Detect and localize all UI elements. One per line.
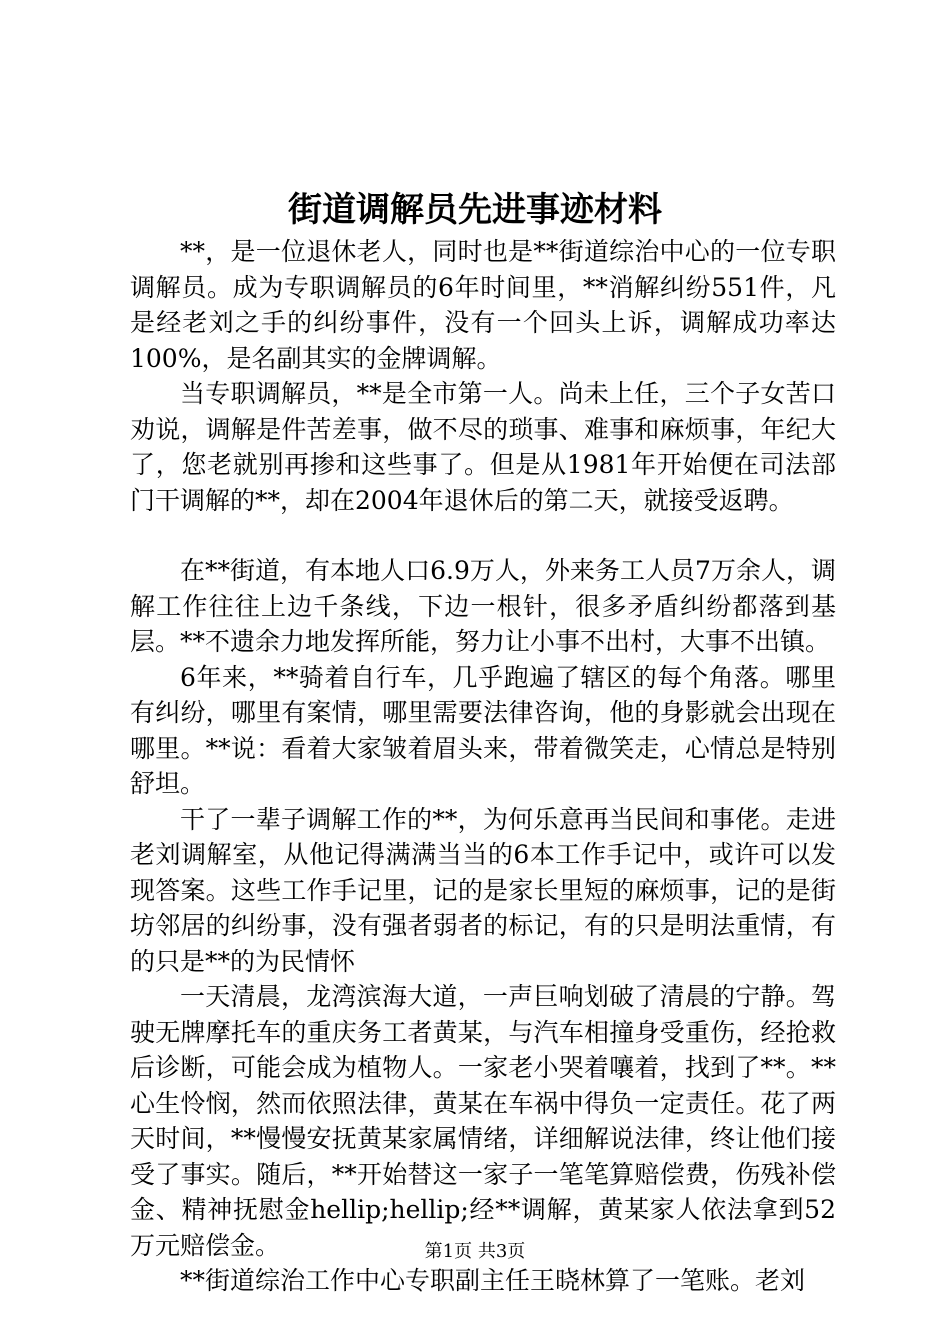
document-body [130, 234, 836, 1299]
page-number-footer: 第1页 共3页 [424, 1241, 526, 1262]
paragraph-4: 6年来，**骑着自行车，几乎跑遍了辖区的每个角落。哪里有纠纷，哪里有案情，哪里需要法律咨询，他的身影就会出现在哪里。**说：看着大家皱着眉头来，带着微笑走，心情总是特别舒坦。 [130, 662, 836, 798]
paragraph-2: 当专职调解员，**是全市第一人。尚未上任，三个子女苦口劝说，调解是件苦差事，做不尽的琐事、难事和麻烦事，年纪大了，您老就别再掺和这些事了。但是从1981年开始便在司法部门干调解的**，却在2004年退休后的第二天，就接受返聘。 [130, 379, 836, 515]
paragraph-7: **街道综治工作中心专职副主任王晓林算了一笔账。老刘 [180, 1266, 806, 1295]
document-title: 街道调解员先进事迹材料 [288, 190, 662, 230]
paragraph-5: 干了一辈子调解工作的**，为何乐意再当民间和事佬。走进老刘调解室，从他记得满满当当的6本工作手记中，或许可以发现答案。这些工作手记里，记的是家长里短的麻烦事，记的是街坊邻居的纠纷事，没有强者弱者的标记，有的只是明法重情，有的只是**的为民情怀 [130, 804, 836, 976]
paragraph-1: **，是一位退休老人，同时也是**街道综治中心的一位专职调解员。成为专职调解员的6年时间里，**消解纠纷551件，凡是经老刘之手的纠纷事件，没有一个回头上诉，调解成功率达100%，是名副其实的金牌调解。 [130, 237, 836, 373]
paragraph-6: 一天清晨，龙湾滨海大道，一声巨响划破了清晨的宁静。驾驶无牌摩托车的重庆务工者黄某，与汽车相撞身受重伤，经抢救后诊断，可能会成为植物人。一家老小哭着嚷着，找到了**。**心生怜悯，然而依照法律，黄某在车祸中得负一定责任。花了两天时间，**慢慢安抚黄某家属情绪，详细解说法律，终让他们接受了事实。随后，**开始替这一家子一笔笔算赔偿费，伤残补偿金、精神抚慰金hellip;hellip;经**调解，黄某家人依法拿到52万元赔偿金。 [130, 982, 836, 1260]
paragraph-3: 在**街道，有本地人口6.9万人，外来务工人员7万余人，调解工作往往上边千条线，下边一根针，很多矛盾纠纷都落到基层。**不遗余力地发挥所能，努力让小事不出村，大事不出镇。 [130, 556, 836, 656]
